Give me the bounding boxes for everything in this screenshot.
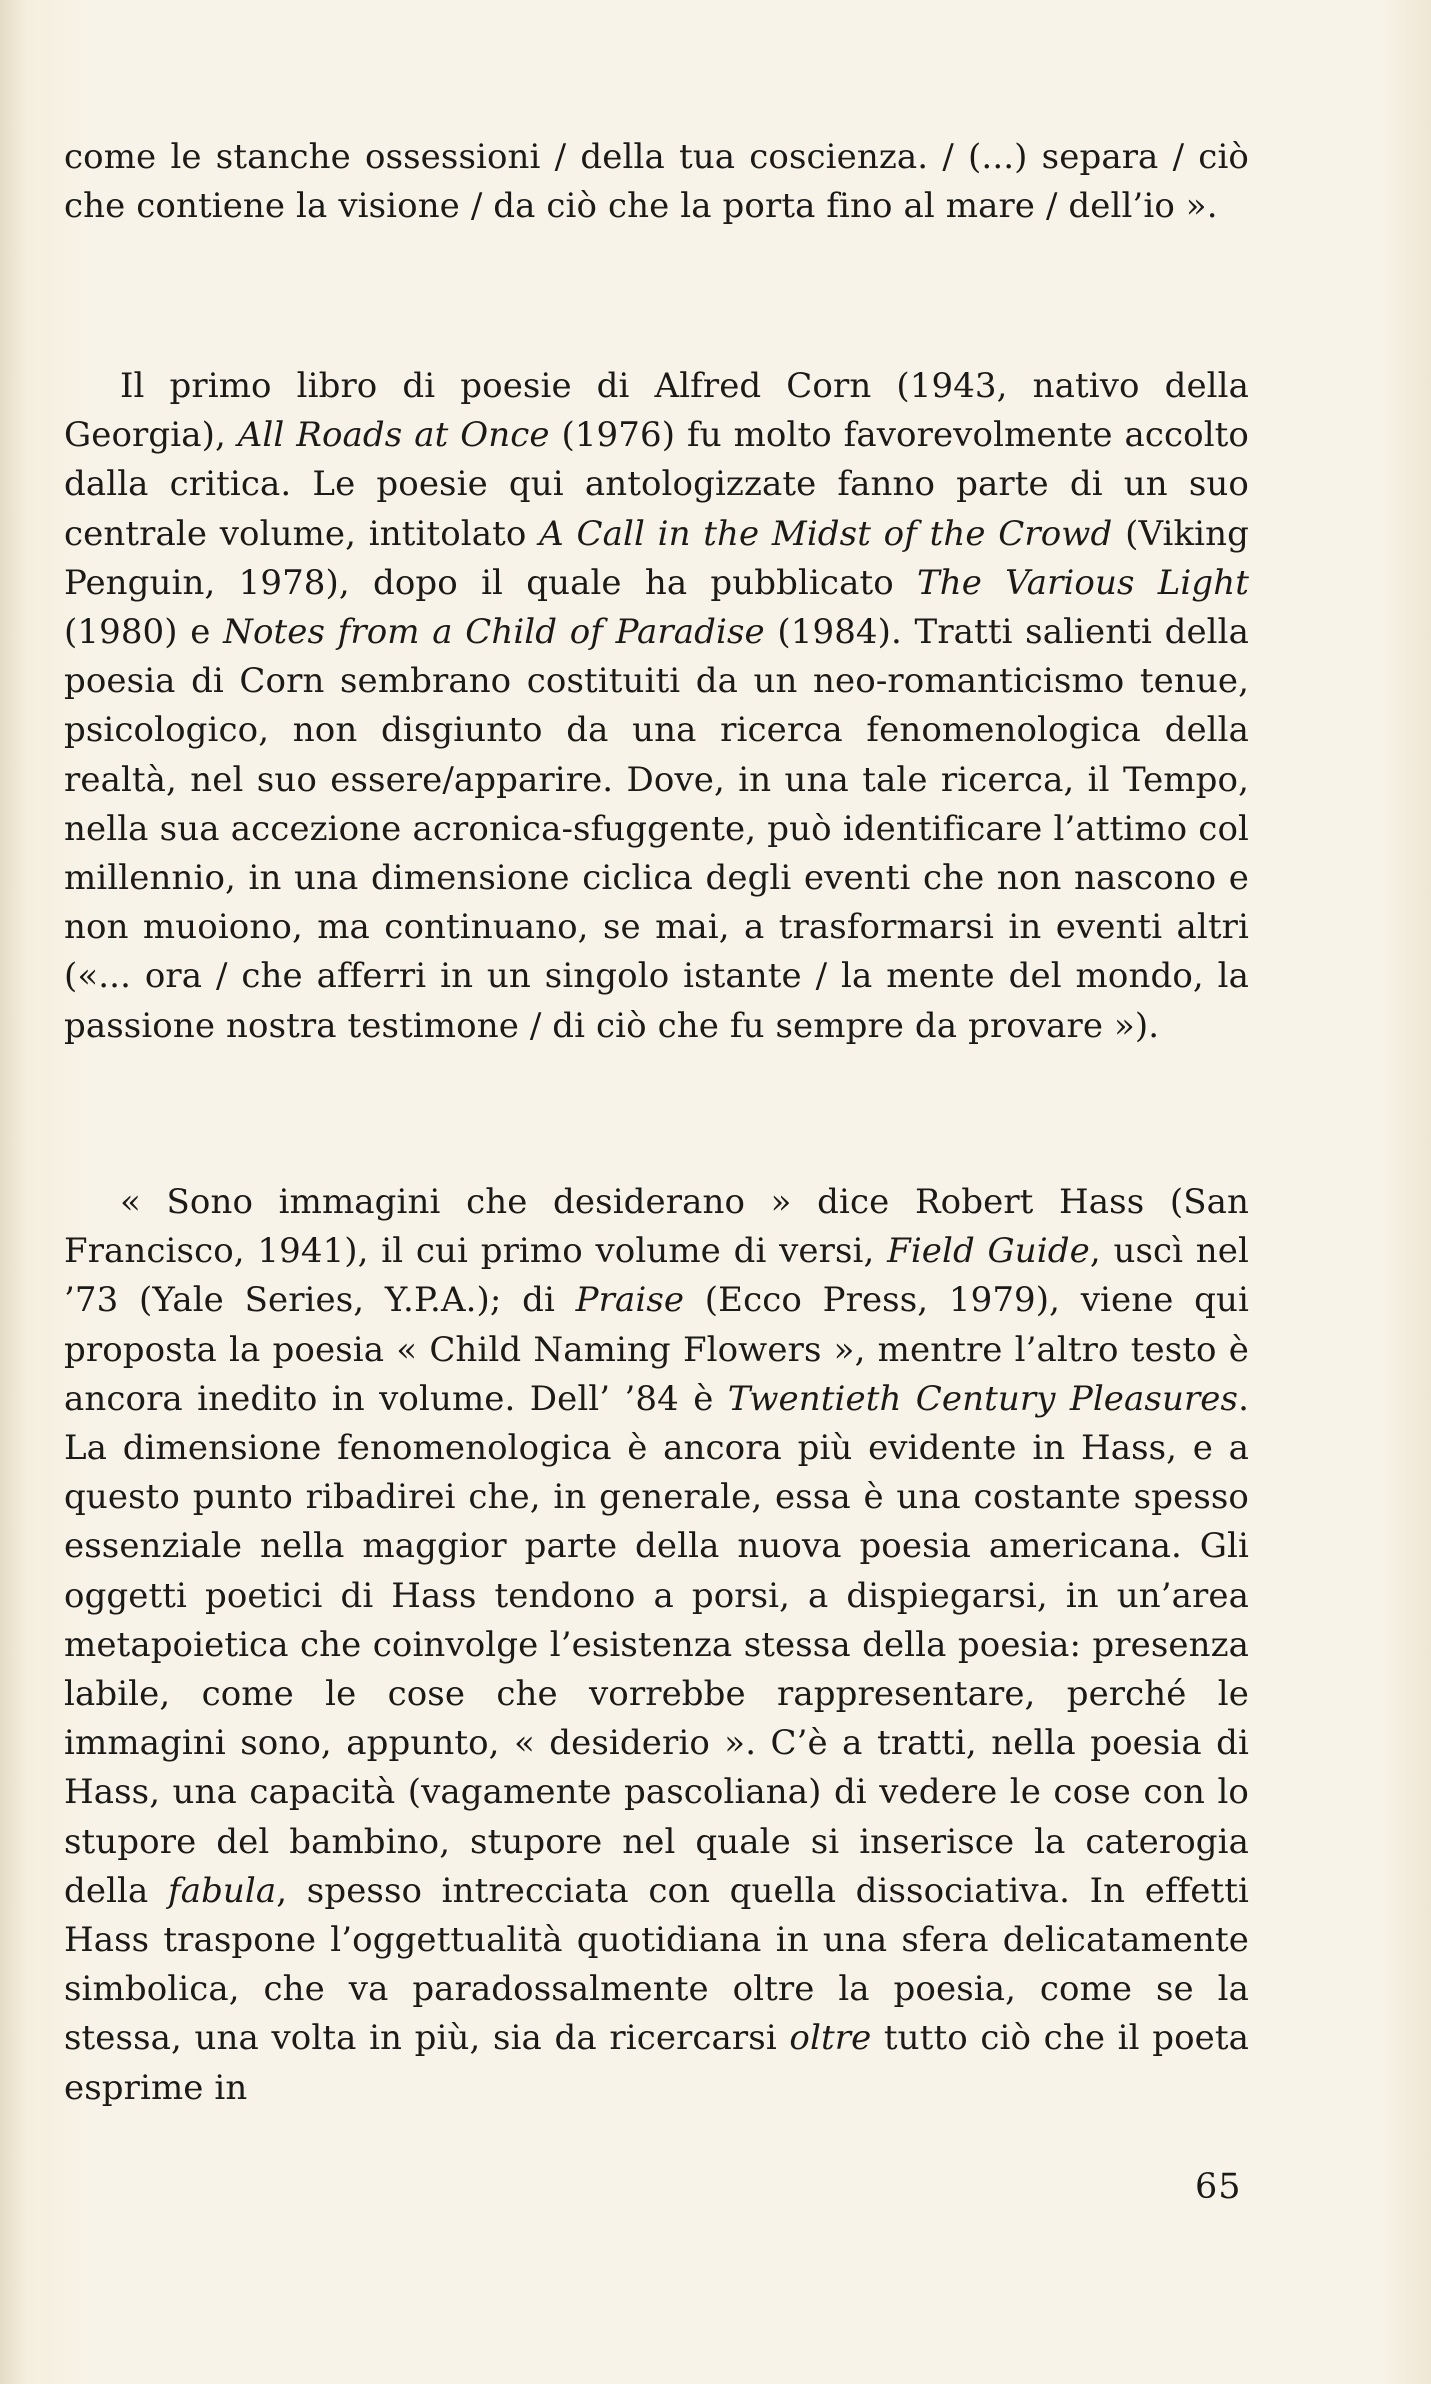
paragraph-alfred-corn [64,362,1249,1051]
text-segment: « Sono immagini che desiderano » dice Robert Hass (San Francisco, 1941), il cui primo volume di versi, [64,1182,1249,1272]
text-segment: tutto ciò che il poeta esprime in [64,2018,1249,2108]
text-segment: . La dimensione fenomenologica è ancora più evidente in Hass, e a questo punto ribadirei che, in generale, essa è una costante spesso essenziale nella maggior parte della nuova poesia americana. Gli oggetti poetici di Hass tendono a porsi, a dispiegarsi, in un’area metapoietica che coinvolge l’esistenza stessa della poesia: presenza labile, come le cose che vorrebbe rappresentare, perché le immagini sono, appunto, « desiderio ». C’è a tratti, nella poesia di Hass, una capacità (vagamente pascoliana) di vedere le cose con lo stupore del bambino, stupore nel quale si inserisce la caterogia della [64,1378,1249,1911]
paragraph-continuation [64,133,1249,231]
book-title-italic: All Roads at Once [237,415,550,456]
text-segment: (1976) fu molto favorevolmente accolto dalla critica. Le poesie qui antologizzate fanno parte di un suo centrale volume, intitolato [64,415,1249,554]
text-segment: come le stanche ossessioni / della tua coscienza. / (...) separa / ciò che contiene la visione / da ciò che la porta fino al mare / dell’io ». [64,137,1249,227]
paragraph-text [64,362,1249,1051]
italic-term: oltre [789,2018,872,2059]
text-segment: , spesso intrecciata con quella dissociativa. In effetti Hass traspone l’oggettualità quotidiana in una sfera delicatamente simbolica, che va paradossalmente oltre la poesia, come se la stessa, una volta in più, sia da ricercarsi [64,1870,1250,2059]
paragraph-robert-hass [64,1178,1249,2113]
page-number: 65 [1195,2167,1242,2207]
text-segment: (1980) e [64,612,224,653]
book-title-italic: Notes from a Child of Paradise [223,612,765,653]
book-title-italic: A Call in the Midst of the Crowd [539,513,1113,554]
book-title-italic: Praise [575,1280,685,1321]
text-segment: , uscì nel ’73 (Yale Series, Y.P.A.); di [64,1231,1249,1321]
text-segment: (1984). Tratti salienti della poesia di Corn sembrano costituiti da un neo-romanticismo tenue, psicologico, non disgiunto da una ricerca fenomenologica della realtà, nel suo essere/apparire. Dove, in una tale ricerca, il Tempo, nella sua accezione acronica-sfuggente, può identificare l’attimo col millennio, in una dimensione ciclica degli eventi che non nascono e non muoiono, ma continuano, se mai, a trasformarsi in eventi altri («... ora / che afferri in un singolo istante / la mente del mondo, la passione nostra testimone / di ciò che fu sempre da provare »). [64,612,1249,1046]
text-segment: Il primo libro di poesie di Alfred Corn (1943, nativo della Georgia), [64,366,1249,456]
book-title-italic: Field Guide [887,1231,1090,1272]
paragraph-text [64,133,1249,231]
italic-term: fabula [168,1870,277,1911]
paragraph-text [64,1178,1249,2113]
book-title-italic: The Various Light [916,562,1249,603]
text-segment: (Viking Penguin, 1978), dopo il quale ha pubblicato [64,513,1250,603]
book-title-italic: Twentieth Century Pleasures [727,1378,1239,1419]
text-segment: (Ecco Press, 1979), viene qui proposta la poesia « Child Naming Flowers », mentre l’altro testo è ancora inedito in volume. Dell’ ’84 è [64,1280,1249,1419]
